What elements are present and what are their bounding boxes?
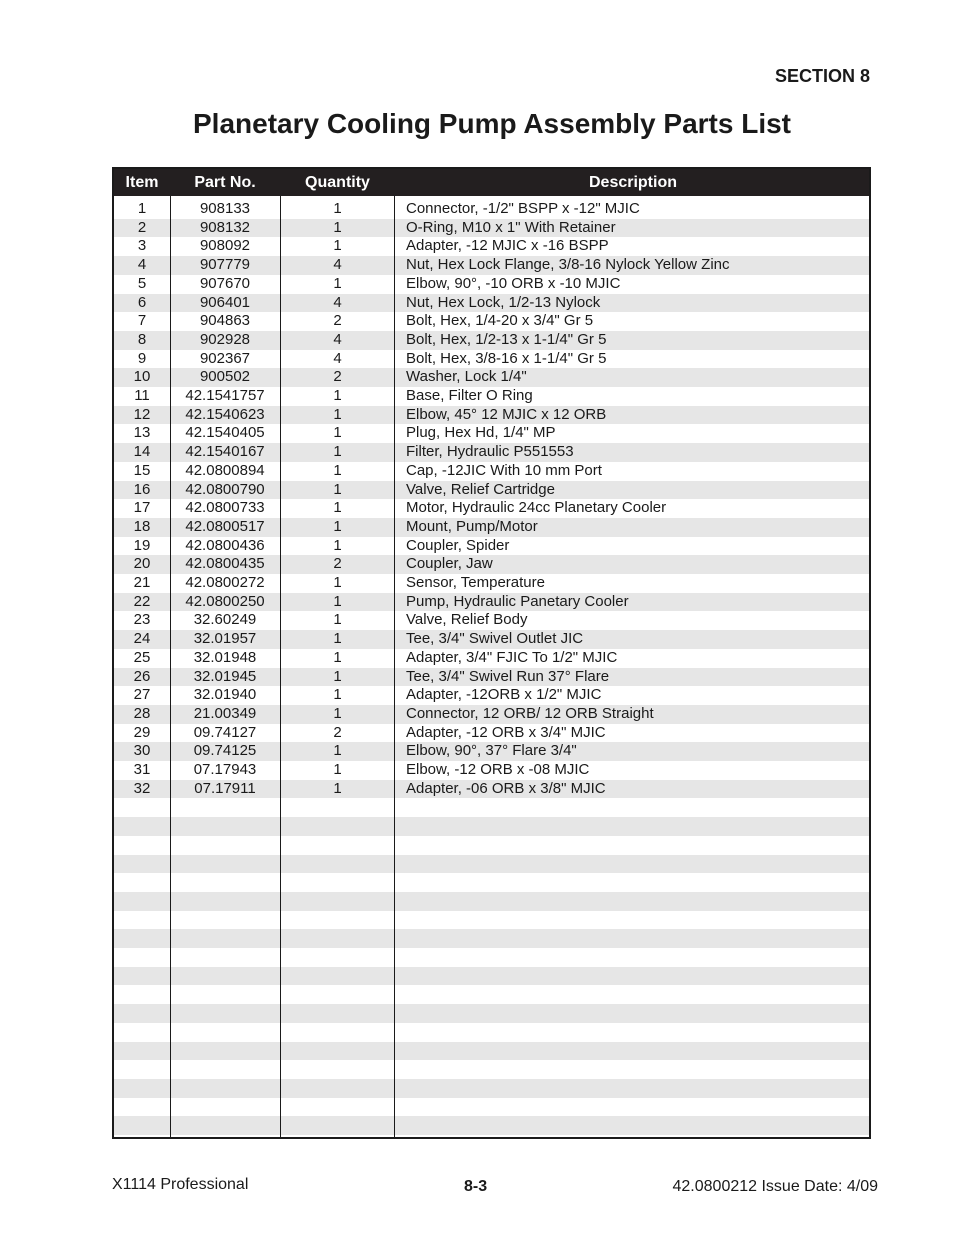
table-row	[114, 855, 869, 874]
item-cell: 26	[133, 667, 151, 685]
description-cell: Elbow, 90°, -10 ORB x -10 MJIC	[406, 274, 621, 292]
table-row	[114, 911, 869, 930]
description-cell: Tee, 3/4" Swivel Outlet JIC	[406, 630, 584, 648]
table-row	[114, 611, 869, 630]
description-cell: Filter, Hydraulic P551553	[406, 443, 574, 461]
table-row	[114, 724, 869, 743]
description-cell: Adapter, -06 ORB x 3/8" MJIC	[406, 779, 606, 797]
part-no-cell: 42.1540167	[185, 443, 265, 461]
table-row	[114, 555, 869, 574]
parts-table	[112, 167, 871, 1139]
table-row	[114, 967, 869, 986]
description-cell: Elbow, -12 ORB x -08 MJIC	[406, 761, 590, 778]
table-row	[114, 1098, 869, 1117]
table-row	[114, 387, 869, 406]
table-row	[114, 948, 869, 967]
table-row	[114, 1004, 869, 1023]
item-cell: 2	[137, 218, 147, 236]
item-cell: 10	[133, 368, 151, 386]
item-cell: 11	[134, 387, 150, 404]
description-cell: Valve, Relief Body	[406, 611, 528, 629]
part-no-cell: 42.1540405	[185, 424, 265, 442]
table-row	[114, 761, 869, 780]
quantity-cell: 2	[333, 368, 342, 386]
table-row	[114, 1060, 869, 1079]
item-cell: 20	[133, 555, 151, 573]
quantity-cell: 4	[333, 330, 342, 348]
description-cell: Mount, Pump/Motor	[406, 517, 538, 535]
description-cell: Bolt, Hex, 1/4-20 x 3/4" Gr 5	[406, 312, 594, 330]
table-row	[114, 817, 869, 836]
item-cell: 14	[133, 443, 151, 461]
item-cell: 32	[133, 779, 151, 797]
quantity-cell: 2	[333, 723, 342, 741]
item-cell: 23	[133, 611, 151, 629]
part-no-cell: 902928	[199, 330, 251, 348]
item-cell: 17	[133, 499, 151, 517]
column-divider	[170, 196, 171, 1137]
header-description: Description	[588, 174, 677, 191]
quantity-cell: 1	[333, 443, 342, 461]
quantity-cell: 1	[333, 405, 342, 423]
table-row	[114, 1023, 869, 1042]
quantity-cell: 1	[333, 461, 342, 479]
quantity-cell: 1	[333, 742, 342, 760]
table-row	[114, 499, 869, 518]
description-cell: Nut, Hex Lock, 1/2-13 Nylock	[406, 293, 601, 311]
quantity-cell: 1	[333, 704, 342, 722]
quantity-cell: 1	[333, 274, 342, 292]
quantity-cell: 1	[333, 499, 342, 517]
table-row	[114, 424, 869, 443]
table-row	[114, 705, 869, 724]
table-row	[114, 873, 869, 892]
table-row	[114, 256, 869, 275]
item-cell: 24	[133, 630, 151, 648]
description-cell: Tee, 3/4" Swivel Run 37° Flare	[406, 667, 610, 685]
description-cell: Bolt, Hex, 1/2-13 x 1-1/4" Gr 5	[406, 330, 607, 348]
part-no-cell: 906401	[199, 293, 251, 311]
quantity-cell: 1	[333, 630, 342, 648]
part-no-cell: 09.74127	[193, 723, 257, 741]
table-row	[114, 1042, 869, 1061]
table-row	[114, 200, 869, 219]
item-cell: 22	[133, 592, 151, 610]
table-row	[114, 668, 869, 687]
part-no-cell: 907670	[199, 274, 251, 292]
quantity-cell: 1	[333, 424, 342, 442]
part-no-cell: 42.0800894	[185, 461, 265, 479]
description-cell: Sensor, Temperature	[406, 574, 545, 591]
table-row	[114, 275, 869, 294]
part-no-cell: 42.0800517	[185, 517, 265, 535]
item-cell: 18	[133, 517, 151, 535]
quantity-cell: 4	[333, 293, 342, 311]
part-no-cell: 42.0800272	[185, 574, 265, 591]
item-cell: 13	[133, 424, 151, 442]
part-no-cell: 42.1541757	[185, 387, 265, 404]
table-header	[114, 169, 869, 196]
column-divider	[394, 196, 395, 1137]
part-no-cell: 07.17911	[194, 779, 256, 797]
item-cell: 29	[133, 723, 151, 741]
footer-page-number: 8-3	[464, 1178, 488, 1195]
quantity-cell: 2	[333, 555, 342, 573]
quantity-cell: 4	[333, 349, 342, 367]
table-row	[114, 593, 869, 612]
table-row	[114, 630, 869, 649]
table-row	[114, 481, 869, 500]
item-cell: 16	[133, 480, 151, 498]
quantity-cell: 1	[333, 237, 342, 255]
part-no-cell: 42.0800250	[185, 592, 265, 610]
description-cell: Bolt, Hex, 3/8-16 x 1-1/4" Gr 5	[406, 349, 607, 367]
item-cell: 6	[137, 293, 147, 311]
description-cell: Coupler, Spider	[406, 536, 510, 554]
item-cell: 12	[133, 405, 151, 423]
footer-doc-info: 42.0800212 Issue Date: 4/09	[672, 1178, 878, 1195]
table-row	[114, 219, 869, 238]
item-cell: 1	[137, 200, 147, 217]
table-row	[114, 237, 869, 256]
table-row	[114, 780, 869, 799]
table-row	[114, 537, 869, 556]
table-row	[114, 929, 869, 948]
header-part-no: Part No.	[194, 174, 256, 191]
quantity-cell: 1	[333, 517, 342, 535]
table-row	[114, 742, 869, 761]
table-row	[114, 312, 869, 331]
quantity-cell: 1	[333, 779, 342, 797]
item-cell: 8	[137, 330, 147, 348]
table-row	[114, 406, 869, 425]
page-title: Planetary Cooling Pump Assembly Parts List	[192, 108, 791, 139]
description-cell: Motor, Hydraulic 24cc Planetary Cooler	[406, 499, 667, 517]
description-cell: Adapter, 3/4" FJIC To 1/2" MJIC	[406, 648, 618, 666]
description-cell: Coupler, Jaw	[406, 555, 493, 573]
item-cell: 27	[133, 686, 151, 704]
part-no-cell: 07.17943	[193, 761, 257, 778]
part-no-cell: 42.0800435	[185, 555, 265, 573]
description-cell: Adapter, -12 MJIC x -16 BSPP	[406, 237, 609, 255]
table-row	[114, 294, 869, 313]
description-cell: Elbow, 45° 12 MJIC x 12 ORB	[406, 405, 607, 423]
item-cell: 4	[137, 256, 147, 274]
part-no-cell: 42.0800436	[185, 536, 265, 554]
item-cell: 30	[133, 742, 151, 760]
item-cell: 28	[133, 704, 151, 722]
quantity-cell: 2	[333, 312, 342, 330]
quantity-cell: 1	[333, 592, 342, 610]
item-cell: 31	[133, 761, 151, 778]
part-no-cell: 21.00349	[193, 704, 257, 722]
quantity-cell: 4	[333, 256, 342, 274]
quantity-cell: 1	[333, 574, 342, 591]
description-cell: Connector, 12 ORB/ 12 ORB Straight	[406, 704, 654, 722]
item-cell: 21	[133, 574, 151, 591]
part-no-cell: 42.0800733	[185, 499, 265, 517]
part-no-cell: 42.1540623	[185, 405, 265, 423]
item-cell: 3	[137, 237, 147, 255]
description-cell: Washer, Lock 1/4"	[406, 368, 527, 386]
description-cell: O-Ring, M10 x 1" With Retainer	[406, 218, 616, 236]
description-cell: Adapter, -12 ORB x 3/4" MJIC	[406, 723, 606, 741]
item-cell: 19	[133, 536, 151, 554]
column-divider	[280, 196, 281, 1137]
table-row	[114, 331, 869, 350]
table-row	[114, 985, 869, 1004]
item-cell: 15	[133, 461, 151, 479]
description-cell: Connector, -1/2" BSPP x -12" MJIC	[406, 200, 640, 217]
quantity-cell: 1	[333, 611, 342, 629]
table-row	[114, 836, 869, 855]
table-row	[114, 649, 869, 668]
table-row	[114, 574, 869, 593]
part-no-cell: 900502	[199, 368, 251, 386]
item-cell: 25	[133, 648, 151, 666]
part-no-cell: 32.01945	[193, 667, 257, 685]
part-no-cell: 908132	[199, 218, 251, 236]
part-no-cell: 908133	[199, 200, 251, 217]
description-cell: Base, Filter O Ring	[406, 387, 533, 404]
table-row	[114, 350, 869, 369]
quantity-cell: 1	[333, 200, 342, 217]
part-no-cell: 32.60249	[193, 611, 257, 629]
item-cell: 7	[137, 312, 147, 330]
description-cell: Valve, Relief Cartridge	[406, 480, 555, 498]
part-no-cell: 908092	[199, 237, 251, 255]
item-cell: 5	[137, 274, 147, 292]
part-no-cell: 902367	[199, 349, 251, 367]
description-cell: Cap, -12JIC With 10 mm Port	[406, 461, 602, 479]
table-row	[114, 462, 869, 481]
quantity-cell: 1	[333, 536, 342, 554]
quantity-cell: 1	[333, 686, 342, 704]
header-item: Item	[125, 174, 159, 191]
table-row	[114, 686, 869, 705]
description-cell: Pump, Hydraulic Panetary Cooler	[406, 592, 629, 610]
description-cell: Adapter, -12ORB x 1/2" MJIC	[406, 686, 602, 704]
section-label: SECTION 8	[774, 66, 870, 86]
table-row	[114, 892, 869, 911]
item-cell: 9	[137, 349, 147, 367]
quantity-cell: 1	[333, 480, 342, 498]
description-cell: Elbow, 90°, 37° Flare 3/4"	[406, 742, 577, 760]
header-quantity: Quantity	[305, 174, 370, 191]
part-no-cell: 904863	[199, 312, 251, 330]
description-cell: Nut, Hex Lock Flange, 3/8-16 Nylock Yellow Zinc	[406, 256, 730, 274]
part-no-cell: 32.01940	[193, 686, 257, 704]
table-row	[114, 518, 869, 537]
part-no-cell: 09.74125	[193, 742, 257, 760]
quantity-cell: 1	[333, 667, 342, 685]
quantity-cell: 1	[333, 761, 342, 778]
description-cell: Plug, Hex Hd, 1/4" MP	[406, 424, 556, 442]
table-row	[114, 798, 869, 817]
part-no-cell: 42.0800790	[185, 480, 265, 498]
quantity-cell: 1	[333, 648, 342, 666]
table-row	[114, 443, 869, 462]
footer-model: X1114 Professional	[112, 1176, 249, 1193]
part-no-cell: 32.01948	[193, 648, 257, 666]
part-no-cell: 907779	[199, 256, 251, 274]
table-row	[114, 1116, 869, 1135]
quantity-cell: 1	[333, 218, 342, 236]
table-row	[114, 368, 869, 387]
quantity-cell: 1	[333, 387, 342, 404]
part-no-cell: 32.01957	[193, 630, 257, 648]
table-row	[114, 1079, 869, 1098]
